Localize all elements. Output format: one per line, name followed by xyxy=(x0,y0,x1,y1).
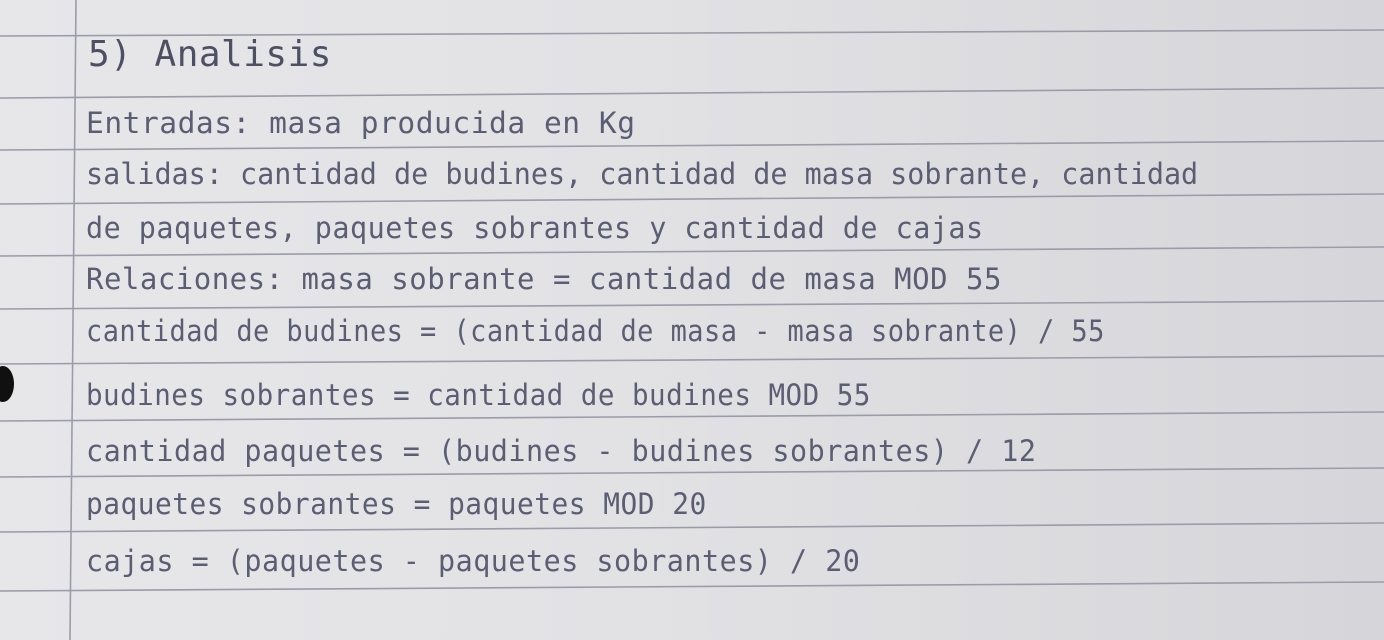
relation-budines-sobrantes: budines sobrantes = cantidad de budines MOD 55 xyxy=(86,378,871,412)
rule-line xyxy=(0,88,1384,98)
relation-cantidad-budines: cantidad de budines = (cantidad de masa - masa sobrante) / 55 xyxy=(86,314,1105,348)
rule-line xyxy=(0,301,1384,309)
outputs-line-continued: de paquetes, paquetes sobrantes y cantidad de cajas xyxy=(86,211,984,245)
relation-cantidad-paquetes: cantidad paquetes = (budines - budines sobrantes) / 12 xyxy=(86,434,1037,468)
relation-masa-sobrante: Relaciones: masa sobrante = cantidad de masa MOD 55 xyxy=(86,262,1002,296)
rule-line xyxy=(0,468,1384,477)
inputs-line: Entradas: masa producida en Kg xyxy=(86,106,636,140)
section-heading: 5) Analisis xyxy=(88,34,332,75)
rule-line xyxy=(0,141,1384,150)
rule-line xyxy=(0,247,1384,256)
relation-paquetes-sobrantes: paquetes sobrantes = paquetes MOD 20 xyxy=(86,487,707,521)
rule-line xyxy=(0,523,1384,532)
relation-cajas: cajas = (paquetes - paquetes sobrantes) / 20 xyxy=(86,544,861,578)
rule-line xyxy=(0,356,1384,364)
rule-line xyxy=(0,194,1384,204)
rule-line xyxy=(0,582,1384,591)
rule-line xyxy=(0,412,1384,421)
outputs-line: salidas: cantidad de budines, cantidad de masa sobrante, cantidad xyxy=(86,157,1199,191)
margin-line xyxy=(70,0,76,640)
